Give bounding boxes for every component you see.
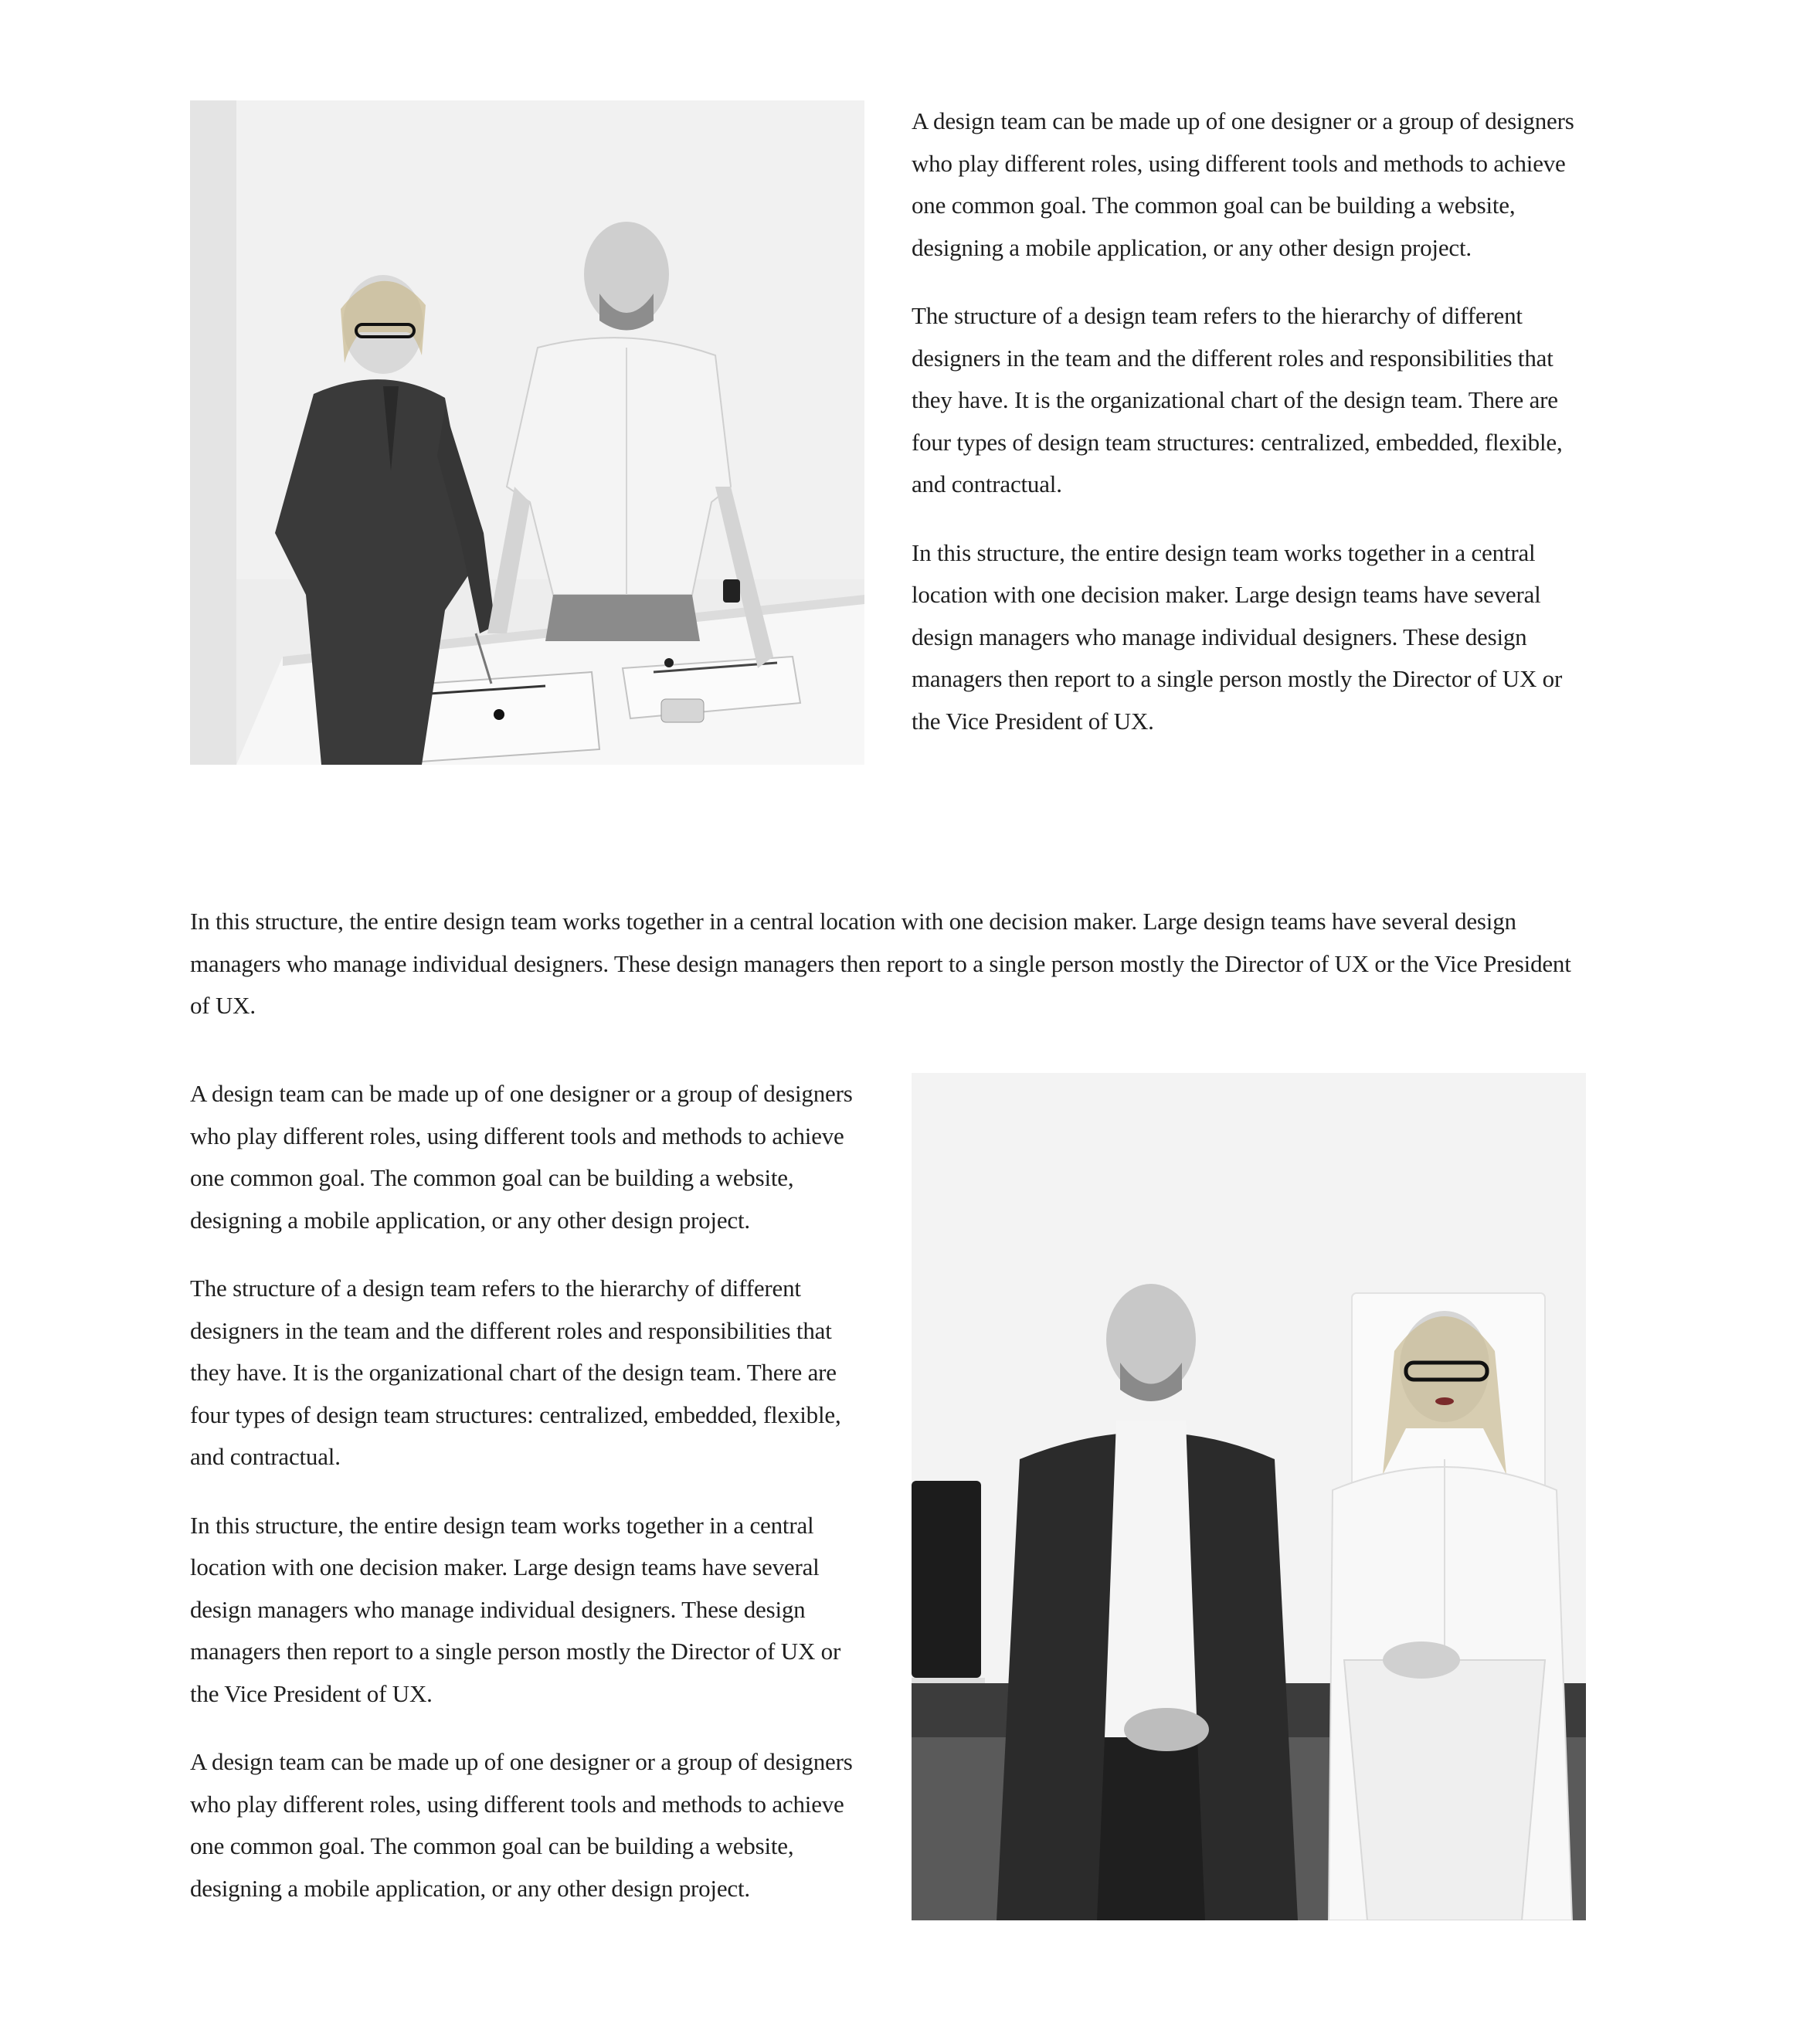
paragraph-design-team-structure: The structure of a design team refers to the hierarchy of different designers in the team and the different roles and responsibilities that they have. It is the organizational chart of the design team. There are four types of design team structures: centralized, embedded, flexible, and contractual. bbox=[912, 302, 1563, 497]
paragraph-centralized-structure: In this structure, the entire design team works together in a central location with one decision maker. Large design teams have several design managers who manage individual designers. These design managers then report to a single person mostly the Director of UX or the Vice President of UX. bbox=[912, 538, 1563, 735]
paragraph-design-team-intro: A design team can be made up of one designer or a group of designers who play different roles, using different tools and methods to achieve one common goal. The common goal can be building a website, designing a mobile application, or any other design project. bbox=[912, 107, 1574, 261]
paragraph-full-width: In this structure, the entire design team works together in a central location with one decision maker. Large design teams have several design managers who manage individual designers. These design managers then report to a single person mostly the Director of UX or the Vice President of UX. bbox=[190, 908, 1571, 1019]
section-photo-right bbox=[190, 1073, 1585, 1920]
paragraph-design-team-intro: A design team can be made up of one designer or a group of designers who play different roles, using different tools and methods to achieve one common goal. The common goal can be building a website, designing a mobile application, or any other design project. bbox=[190, 1080, 853, 1234]
paragraph-design-team-structure: The structure of a design team refers to the hierarchy of different designers in the team and the different roles and responsibilities that they have. It is the organizational chart of the design team. There are four types of design team structures: centralized, embedded, flexible, and contractual. bbox=[190, 1275, 841, 1470]
team-portrait-photo bbox=[912, 1073, 1586, 1920]
team-at-table-photo bbox=[190, 100, 864, 765]
text-column-left bbox=[190, 1073, 864, 1910]
section-photo-left bbox=[190, 100, 1585, 765]
paragraph-design-team-intro-repeat: A design team can be made up of one designer or a group of designers who play different roles, using different tools and methods to achieve one common goal. The common goal can be building a website, designing a mobile application, or any other design project. bbox=[190, 1748, 853, 1902]
text-column-right bbox=[912, 100, 1585, 742]
photo-two-people-portrait-icon bbox=[912, 1073, 1586, 1920]
photo-two-people-at-table-icon bbox=[190, 100, 864, 765]
full-width-text-section bbox=[190, 901, 1585, 1027]
paragraph-centralized-structure: In this structure, the entire design team works together in a central location with one decision maker. Large design teams have several design managers who manage individual designers. These design managers then report to a single person mostly the Director of UX or the Vice President of UX. bbox=[190, 1511, 841, 1707]
